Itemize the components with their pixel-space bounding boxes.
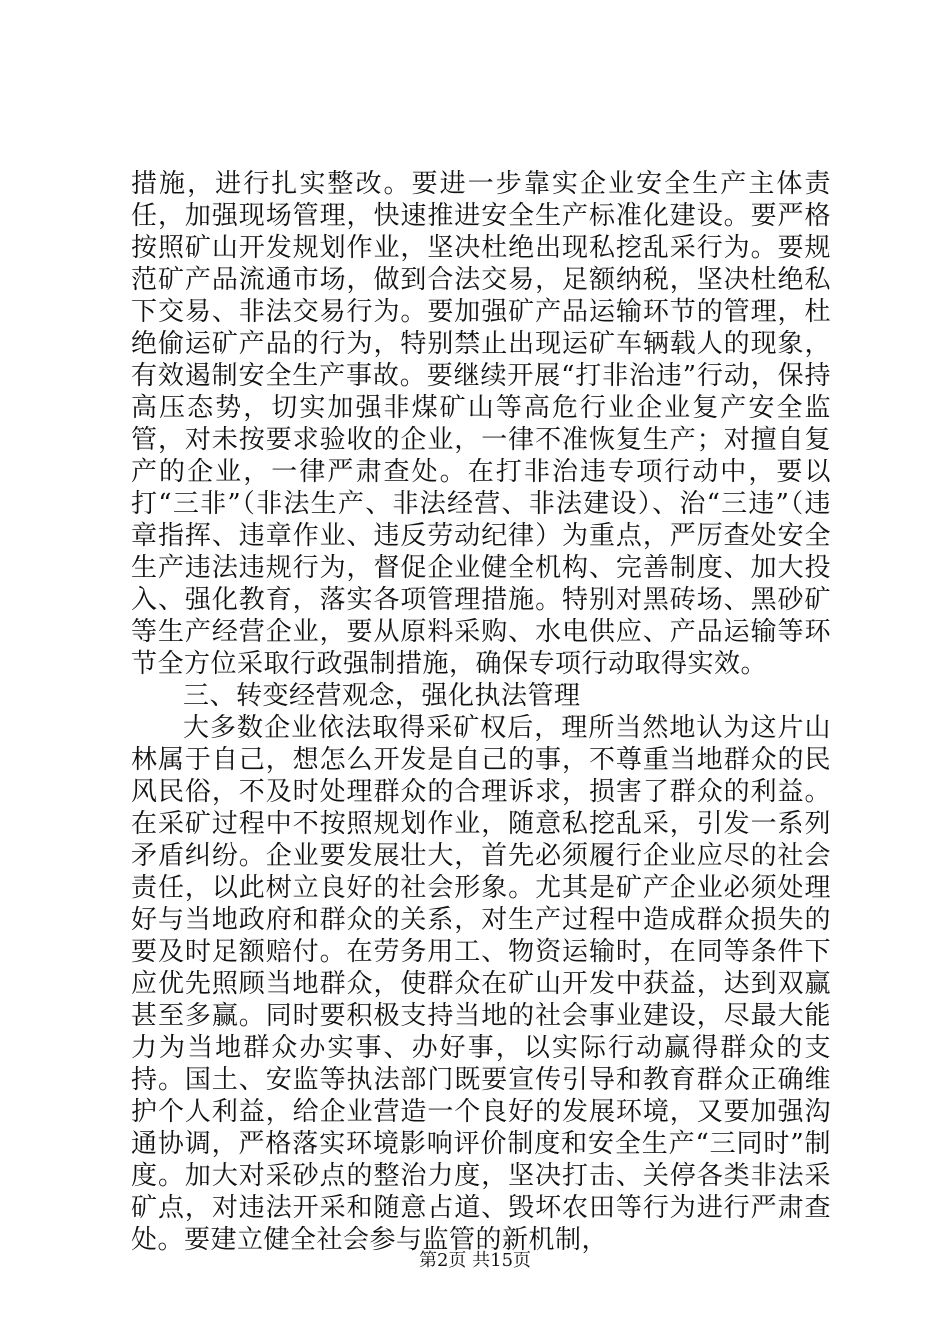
paragraph-continuation: 措施，进行扎实整改。要进一步靠实企业安全生产主体责任，加强现场管理，快速推进安全生产标准化建设。要严格按照矿山开发规划作业，坚决杜绝出现私挖乱采行为。要规范矿产品流通市场，做到合法交易，足额纳税，坚决杜绝私下交易、非法交易行为。要加强矿产品运输环节的管理，杜绝偷运矿产品的行为，特别禁止出现运矿车辆载人的现象，有效遏制安全生产事故。要继续开展“打非治违”行动，保持高压态势，切实加强非煤矿山等高危行业企业复产安全监管，对未按要求验收的企业，一律不准恢复生产；对擅自复产的企业，一律严肃查处。在打非治违专项行动中，要以打“三非”（非法生产、非法经营、非法建设）、治“三违”（违章指挥、违章作业、违反劳动纪律）为重点，严厉查处安全生产违法违规行为，督促企业健全机构、完善制度、加大投入、强化教育，落实各项管理措施。特别对黑砖场、黑砂矿等生产经营企业，要从原料采购、水电供应、产品运输等环节全方位采取行政强制措施，确保专项行动取得实效。 [131,169,831,679]
paragraph-section-three: 大多数企业依法取得采矿权后，理所当然地认为这片山林属于自己，想怎么开发是自己的事，不尊重当地群众的民风民俗，不及时处理群众的合理诉求，损害了群众的利益。在采矿过程中不按照规划作业，随意私挖乱采，引发一系列矛盾纠纷。企业要发展壮大，首先必须履行企业应尽的社会责任，以此树立良好的社会形象。尤其是矿产企业必须处理好与当地政府和群众的关系，对生产过程中造成群众损失的要及时足额赔付。在劳务用工、物资运输时，在同等条件下应优先照顾当地群众，使群众在矿山开发中获益，达到双赢甚至多赢。同时要积极支持当地的社会事业建设，尽最大能力为当地群众办实事、办好事，以实际行动赢得群众的支持。国土、安监等执法部门既要宣传引导和教育群众正确维护个人利益，给企业营造一个良好的发展环境，又要加强沟通协调，严格落实环境影响评价制度和安全生产“三同时”制度。加大对采砂点的整治力度，坚决打击、关停各类非法采矿点，对违法开采和随意占道、毁坏农田等行为进行严肃查处。要建立健全社会参与监管的新机制， [131,713,831,1255]
document-body [131,168,831,1256]
section-heading: 三、转变经营观念，强化执法管理 [183,681,581,711]
page-footer: 第2页 共15页 [418,1250,532,1271]
